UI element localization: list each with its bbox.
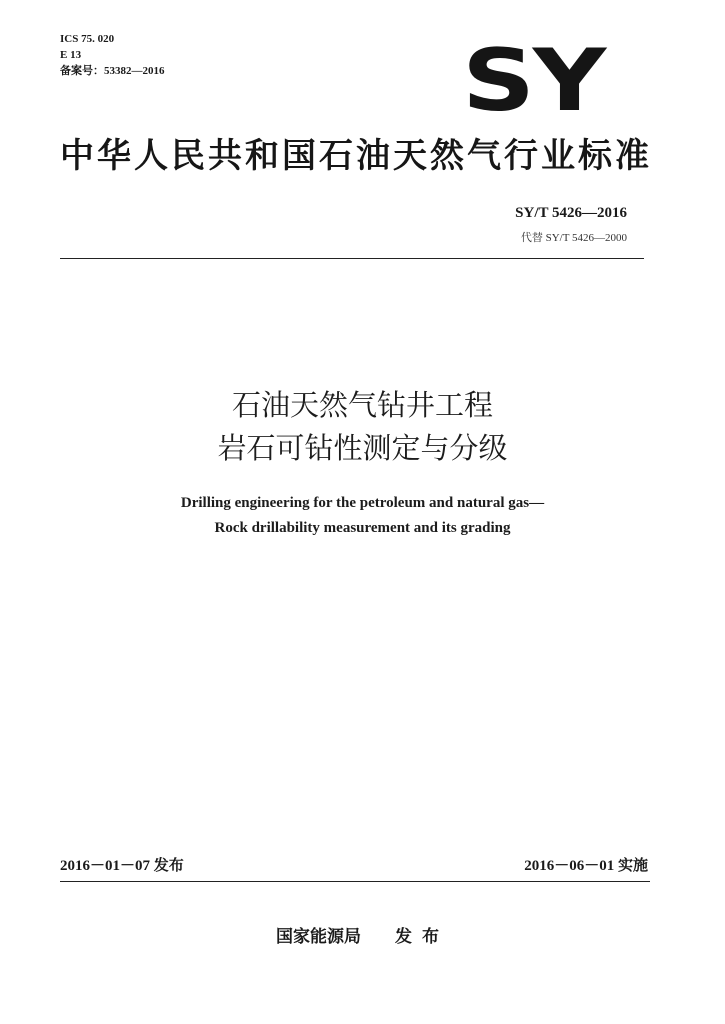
issuer-name: 国家能源局 <box>276 927 361 947</box>
chinese-title-line-2: 岩石可钻性测定与分级 <box>217 431 508 465</box>
metadata-block <box>60 31 165 79</box>
implementation-date: 2016－06－01 实施 <box>524 858 648 874</box>
english-title-line-2: Rock drillability measurement and its grading <box>214 520 511 536</box>
record-number: 备案号：53382—2016 <box>60 65 165 77</box>
english-title <box>0 491 725 541</box>
chinese-title-line-1: 石油天然气钻井工程 <box>231 388 493 422</box>
issue-date: 2016－01－07 发布 <box>60 858 184 874</box>
bottom-divider <box>60 881 650 882</box>
english-title-line-1: Drilling engineering for the petroleum and natural gas— <box>180 495 545 511</box>
standard-number: SY/T 5426—2016 <box>515 205 627 221</box>
top-divider <box>60 258 644 259</box>
sy-logo: SY <box>462 31 604 131</box>
replaces-standard: 代替 SY/T 5426—2000 <box>520 232 627 244</box>
issuer-action: 发布 <box>395 927 449 947</box>
chinese-title <box>0 384 725 470</box>
classification-code: E 13 <box>60 49 82 61</box>
agency-title: 中华人民共和国石油天然气行业标准 <box>60 136 652 176</box>
issuer-line <box>0 922 725 947</box>
ics-code: ICS 75. 020 <box>60 33 115 45</box>
